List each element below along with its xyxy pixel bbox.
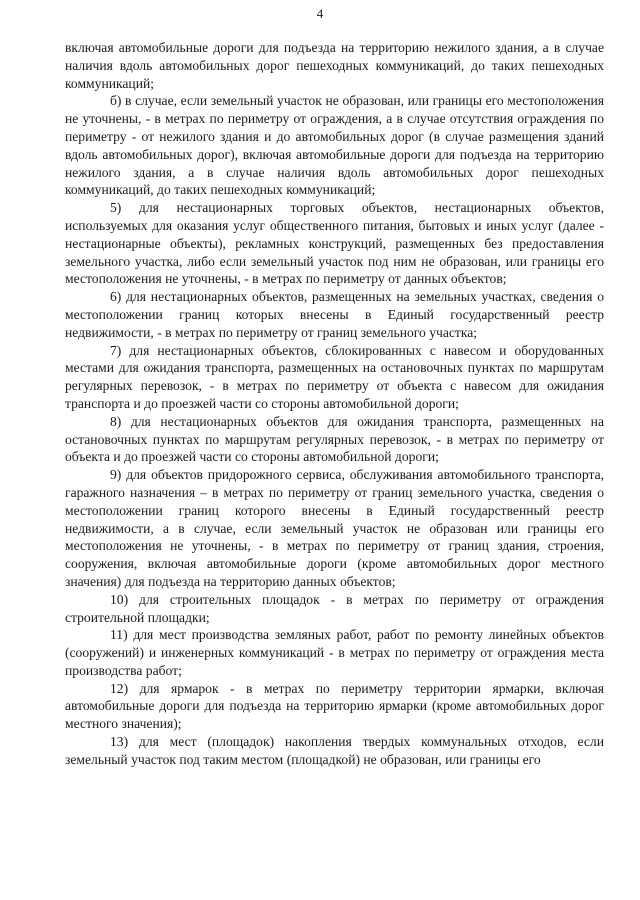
paragraph-item-6: 6) для нестационарных объектов, размещенных на земельных участках, сведения о местоположении границ которых внесены в Единый государственный реестр недвижимости, - в метрах по периметру от границ земельного участка; (65, 289, 604, 340)
paragraph-item-11: 11) для мест производства земляных работ, работ по ремонту линейных объектов (сооружений) и инженерных коммуникаций - в метрах по периметру от ограждения места производства работ; (65, 627, 604, 678)
document-body (65, 39, 604, 769)
paragraph-item-9: 9) для объектов придорожного сервиса, обслуживания автомобильного транспорта, гаражного назначения – в метрах по периметру от границ земельного участка, сведения о местоположении границ которого внесены в Единый государственный реестр недвижимости, а в случае, если земельный участок не образован или границы его местоположения не уточнены, - в метрах по периметру от границ здания, строения, сооружения, включая автомобильные дороги (кроме автомобильных дорог местного значения) для подъезда на территорию данных объектов; (65, 467, 604, 589)
paragraph-item-13: 13) для мест (площадок) накопления твердых коммунальных отходов, если земельный участок под таким местом (площадкой) не образован, или границы его (65, 734, 604, 767)
paragraph-continuation: включая автомобильные дороги для подъезда на территорию нежилого здания, а в случае наличия вдоль автомобильных дорог пешеходных коммуникаций, до таких пешеходных коммуникаций; (65, 40, 604, 91)
paragraph-item-10: 10) для строительных площадок - в метрах по периметру от ограждения строительной площадки; (65, 591, 604, 625)
paragraph-item-8: 8) для нестационарных объектов для ожидания транспорта, размещенных на остановочных пунктах по маршрутам регулярных перевозок, - в метрах по периметру от объекта и до проезжей части со стороны автомобильной дороги; (65, 413, 604, 465)
paragraph-item-7: 7) для нестационарных объектов, сблокированных с навесом и оборудованных местами для ожидания транспорта, размещенных на остановочных пунктах по маршрутам регулярных перевозок, - в метрах по периметру от объекта с навесом для ожидания транспорта и до проезжей части со стороны автомобильной дороги; (65, 342, 604, 411)
page-number: 4 (316, 6, 324, 21)
paragraph-item-12: 12) для ярмарок - в метрах по периметру территории ярмарки, включая автомобильные дороги для подъезда на территорию ярмарки (кроме автомобильных дорог местного значения); (65, 680, 604, 732)
paragraph-item-b: б) в случае, если земельный участок не образован, или границы его местоположения не уточнены, - в метрах по периметру от ограждения, а в случае отсутствия ограждения по периметру - от нежилого здания и до автомобильных дорог (в случае размещения зданий вдоль автомобильных дорог), включая автомобильные дороги для подъезда на территорию нежилого здания, а в случае наличия вдоль автомобильных дорог пешеходных коммуникаций, до таких пешеходных коммуникаций; (65, 93, 604, 198)
paragraph-item-5: 5) для нестационарных торговых объектов, нестационарных объектов, используемых для оказания услуг общественного питания, бытовых и иных услуг (далее - нестационарные объекты), рекламных конструкций, размещенных без предоставления земельного участка, либо если земельный участок под ним не образован, или границы его местоположения не уточнены, - в метрах по периметру от данных объектов; (65, 200, 604, 287)
